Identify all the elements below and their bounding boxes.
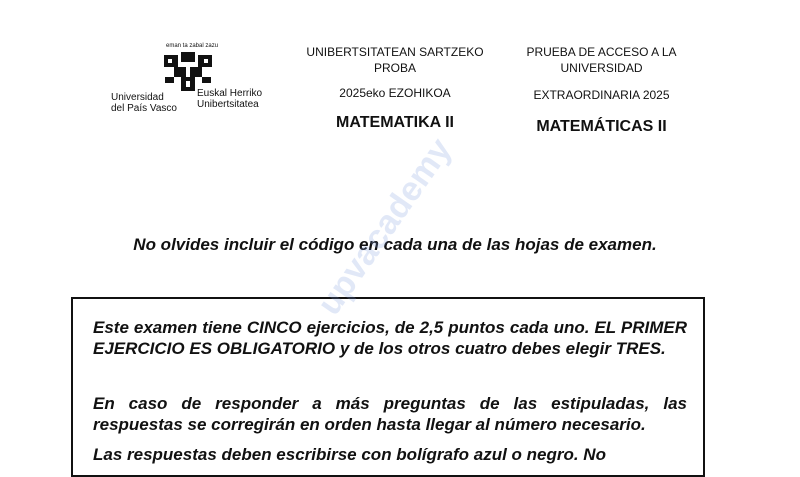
exam-name-line: PROBA <box>373 61 416 75</box>
exam-name-line: UNIBERTSITATEAN SARTZEKO <box>306 45 484 59</box>
exam-session: 2025eko EZOHIKOA <box>339 86 451 100</box>
instruction-paragraph: Las respuestas deben escribirse con bolígrafo azul o negro. No <box>93 445 606 464</box>
logo-motto: eman ta zabal zazu <box>166 43 219 49</box>
logo-spanish-name: Universidad del País Vasco <box>111 92 177 114</box>
university-emblem-icon <box>162 51 214 93</box>
code-reminder: No olvides incluir el código en cada una de las hojas de examen. <box>133 235 657 254</box>
instructions-box <box>71 297 705 477</box>
watermark: upvacademy <box>310 131 460 322</box>
university-logo <box>100 40 275 120</box>
header-spanish <box>505 44 698 137</box>
instruction-paragraph: En caso de responder a más preguntas de las estipuladas, las respuestas se corregirán en orden hasta llegar al número necesario. <box>93 394 687 434</box>
exam-name-line: UNIVERSIDAD <box>560 61 643 75</box>
header-basque <box>295 44 495 133</box>
instruction-paragraph: Este examen tiene CINCO ejercicios, de 2,5 puntos cada uno. EL PRIMER EJERCICIO ES OBLIGATORIO y de los otros cuatro debes elegir TRES. <box>93 318 687 358</box>
subject-title: MATEMÁTICAS II <box>536 118 667 135</box>
subject-title: MATEMATIKA II <box>336 114 454 131</box>
exam-session: EXTRAORDINARIA 2025 <box>533 88 670 102</box>
exam-name-line: PRUEBA DE ACCESO A LA <box>526 45 677 59</box>
logo-basque-name: Euskal Herriko Unibertsitatea <box>197 88 263 110</box>
